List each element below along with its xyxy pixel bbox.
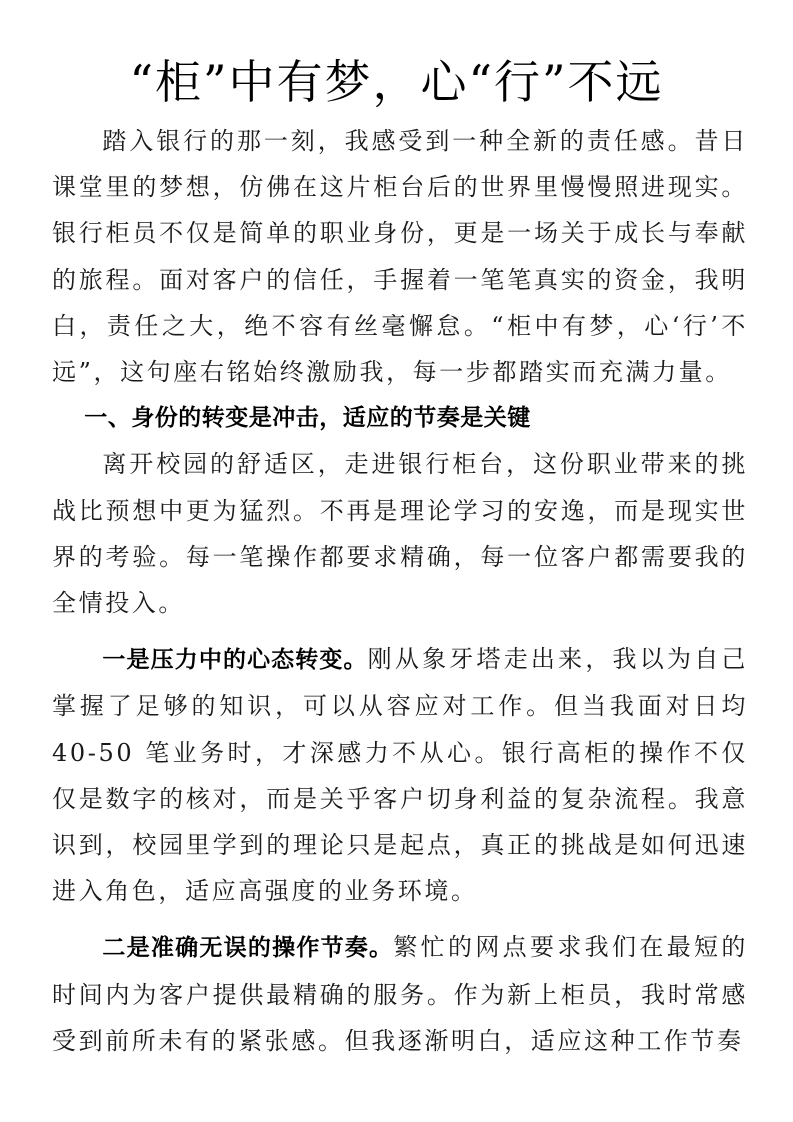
point-1-paragraph <box>52 636 748 914</box>
document-title: “柜”中有梦，心“行”不远 <box>129 55 664 109</box>
section-1-paragraph: 离开校园的舒适区，走进银行柜台，这份职业带来的挑战比预想中更为猛烈。不再是理论学习的安逸，而是现实世界的考验。每一笔操作都要求精确，每一位客户都需要我的全情投入。 <box>52 450 748 618</box>
point-1-lead: 一是压力中的心态转变。 <box>102 647 368 674</box>
point-2-text: 繁忙的网点要求我们在最短的时间内为客户提供最精确的服务。作为新上柜员，我时常感受到前所未有的紧张感。但我逐渐明白，适应这种工作节奏 <box>52 933 748 1055</box>
point-2-paragraph <box>52 924 748 1064</box>
document-body <box>52 118 748 1064</box>
point-2-lead: 二是准确无误的操作节奏。 <box>102 935 394 962</box>
point-1-text: 刚从象牙塔走出来，我以为自己掌握了足够的知识，可以从容应对工作。但当我面对日均40-50 笔业务时，才深感力不从心。银行高柜的操作不仅仅是数字的核对，而是关乎客户切身利益的复杂流程。我意识到，校园里学到的理论只是起点，真正的挑战是如何迅速进入角色，适应高强度的业务环境。 <box>52 645 749 906</box>
section-heading-1: 一、身份的转变是冲击，适应的节奏是关键 <box>84 405 531 432</box>
intro-paragraph: 踏入银行的那一刻，我感受到一种全新的责任感。昔日课堂里的梦想，仿佛在这片柜台后的世界里慢慢照进现实。银行柜员不仅是简单的职业身份，更是一场关于成长与奉献的旅程。面对客户的信任，手握着一笔笔真实的资金，我明白，责任之大，绝不容有丝毫懈怠。“柜中有梦，心‘行’不远”，这句座右铭始终激励我，每一步都踏实而充满力量。 <box>52 127 748 387</box>
